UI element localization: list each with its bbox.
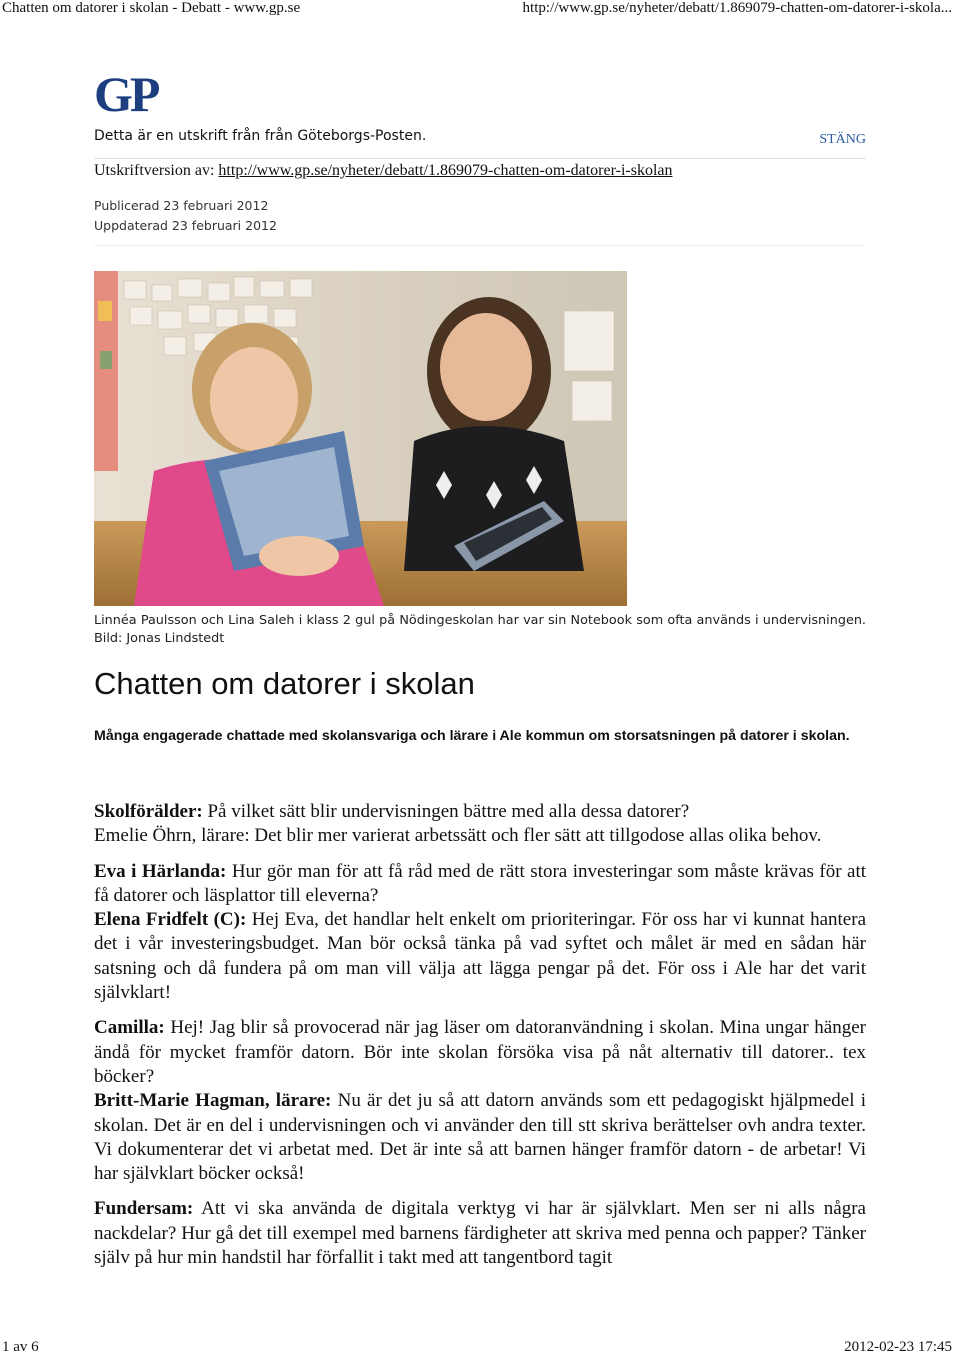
close-link[interactable]: STÄNG xyxy=(819,132,866,147)
article-title: Chatten om datorer i skolan xyxy=(94,666,475,701)
qa-entry xyxy=(94,800,866,824)
gp-logo[interactable] xyxy=(94,66,158,122)
qa-text: Emelie Öhrn, lärare: Det blir mer varierat arbetssätt och fler sätt att tillgodose allas olika behov. xyxy=(94,825,822,847)
article-body xyxy=(94,800,866,1281)
qa-speaker: Eva i Härlanda: xyxy=(94,860,227,882)
print-header-url: http://www.gp.se/nyheter/debatt/1.869079-chatten-om-datorer-i-skola... xyxy=(522,0,952,16)
print-version-line xyxy=(94,162,673,180)
qa-speaker: Elena Fridfelt (C): xyxy=(94,909,247,931)
qa-text: Hej Eva, det handlar helt enkelt om prioriteringar. För oss har vi kunnat hantera det i vår investeringsbudget. Man bör också tänka på vad syftet och målet är med en sådan här satsning och då fundera på om man vill välja att lägga pengar på det. För oss i Ale har det varit självklart! xyxy=(94,909,867,1004)
qa-entry xyxy=(94,1016,866,1089)
print-intro-text: Detta är en utskrift från från Göteborgs-Posten. xyxy=(94,128,427,144)
print-version-label: Utskriftversion av: xyxy=(94,162,215,179)
divider xyxy=(94,158,866,159)
qa-speaker: Camilla: xyxy=(94,1017,165,1039)
print-footer-page: 1 av 6 xyxy=(2,1339,39,1355)
qa-entry xyxy=(94,1197,866,1270)
qa-speaker: Fundersam: xyxy=(94,1198,194,1220)
qa-text: Nu är det ju så att datorn används som ett pedagogiskt hjälpmedel i skolan. Det är en del i undervisningen och vi använder den till stt skriva berättelser ovh andra texter. Vi dokumenterar det vi arbetat med. Det är inte så att barnen hänger framför datorn - de arbetar! Vi har självklart böcker också! xyxy=(94,1090,866,1185)
print-header-title: Chatten om datorer i skolan - Debatt - www.gp.se xyxy=(2,0,301,16)
qa-text: Hej! Jag blir så provocerad när jag läser om datoranvändning i skolan. Mina ungar hänger ändå för mycket framför datorn. Bör inte skolan försöka visa på nåt alternativ till datorer.. tex böcker? xyxy=(94,1017,866,1087)
print-footer-datetime: 2012-02-23 17:45 xyxy=(844,1339,952,1355)
gp-logo-text: GP xyxy=(94,66,158,122)
qa-text: Hur gör man för att få råd med de rätt stora investeringar som måste krävas för att få datorer och läsplattor till eleverna? xyxy=(94,860,866,906)
print-version-url[interactable]: http://www.gp.se/nyheter/debatt/1.869079-chatten-om-datorer-i-skolan xyxy=(218,162,673,179)
updated-date: Uppdaterad 23 februari 2012 xyxy=(94,218,277,233)
qa-entry xyxy=(94,1089,866,1186)
article-lead: Många engagerade chattade med skolansvariga och lärare i Ale kommun om storsatsningen på datorer i skolan. xyxy=(94,728,850,744)
qa-entry xyxy=(94,824,866,848)
qa-speaker: Skolförälder: xyxy=(94,801,203,822)
qa-entry xyxy=(94,908,866,1005)
published-date: Publicerad 23 februari 2012 xyxy=(94,198,269,213)
divider xyxy=(94,245,866,246)
qa-text: På vilket sätt blir undervisningen bättre med alla dessa datorer? xyxy=(202,801,690,822)
photo-caption: Linnéa Paulsson och Lina Saleh i klass 2 gul på Nödingeskolan har var sin Notebook som ofta används i undervisningen. Bild: Jonas Lindstedt xyxy=(94,613,866,646)
article-photo xyxy=(94,271,627,606)
qa-text: Att vi ska använda de digitala verktyg vi har är självklart. Men ser ni alls några nackdelar? Hur gå det till exempel med barnens färdigheter att skriva med penna och papper? Tänker själv på hur min handstil har förfallit i takt med att tangentbord tagit xyxy=(94,1198,866,1269)
qa-entry xyxy=(94,860,866,909)
article-meta xyxy=(94,196,277,236)
qa-speaker: Britt-Marie Hagman, lärare: xyxy=(94,1090,332,1112)
